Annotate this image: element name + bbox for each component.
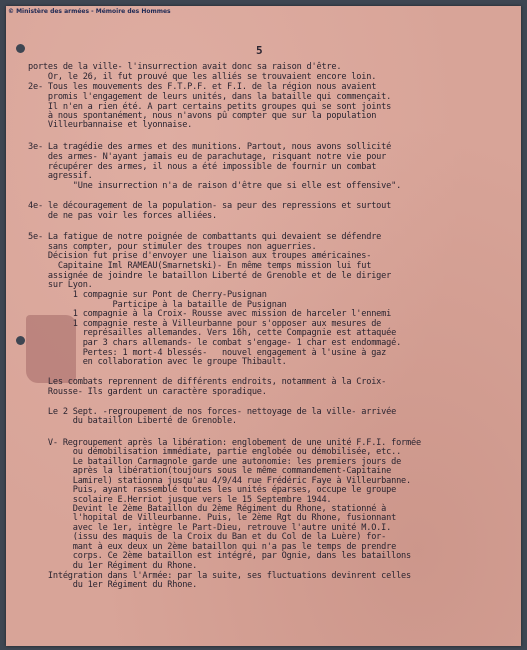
text-line: Le bataillon Carmagnole garde une autonomie: les premiers jours de xyxy=(28,457,402,467)
text-line: Villeurbannaise et lyonnaise. xyxy=(28,120,193,130)
text-line: scolaire E.Herriot jusque vers le 15 Septembre 1944. xyxy=(28,495,332,505)
text-line: récupérer des armes, il nous a été impossible de fournir un combat xyxy=(28,162,377,172)
text-line: 1 compagnie sur Pont de Cherry-Pusignan xyxy=(28,290,267,300)
text-line: sans compter, pour stimuler des troupes non aguerries. xyxy=(28,242,317,252)
text-line: portes de la ville- l'insurrection avait donc sa raison d'être. xyxy=(28,62,342,72)
text-line: corps. Ce 2ème bataillon est intégré, par Ognie, dans les bataillons xyxy=(28,551,411,561)
text-line: Le 2 Sept. -regroupement de nos forces- nettoyage de la ville- arrivée xyxy=(28,407,397,417)
text-line: Puis, ayant rassemblé toutes les unités éparses, occupe le groupe xyxy=(28,485,397,495)
text-line: Il n'en a rien été. A part certains petits groupes qui se sont joints xyxy=(28,102,392,112)
text-line: Décision fut prise d'envoyer une liaison aux troupes américaines- xyxy=(28,251,372,261)
text-line: Participe à la bataille de Pusignan xyxy=(28,300,287,310)
text-line: 1 compagnie à la Croix- Rousse avec mission de harceler l'ennemi xyxy=(28,309,392,319)
text-line: Rousse- Ils gardent un caractère sporadique. xyxy=(28,387,267,397)
text-line: 5e- La fatigue de notre poignée de combattants qui devaient se défendre xyxy=(28,232,382,242)
typewritten-text xyxy=(6,6,521,646)
text-line: mant à eux deux un 2ème bataillon qui n'a pas le temps de prendre xyxy=(28,542,397,552)
text-line: 1 compagnie reste à Villeurbanne pour s'opposer aux mesures de xyxy=(28,319,382,329)
text-line: agressif. xyxy=(28,171,93,181)
text-line: Intégration dans l'Armée: par la suite, ses fluctuations devinrent celles xyxy=(28,571,411,581)
text-line: de ne pas voir les forces alliées. xyxy=(28,211,218,221)
text-line: 4e- le découragement de la population- sa peur des repressions et surtout xyxy=(28,201,392,211)
text-line: des armes- N'ayant jamais eu de parachutage, risquant notre vie pour xyxy=(28,152,387,162)
text-line: sur Lyon. xyxy=(28,280,93,290)
text-line: en collaboration avec le groupe Thibault. xyxy=(28,357,287,367)
document-page xyxy=(6,6,521,646)
text-line: assignée de joindre le bataillon Liberté de Grenoble et de le diriger xyxy=(28,271,392,281)
text-line: Capitaine Iml RAMEAU(Smarnetski)- En même temps mission lui fut xyxy=(28,261,372,271)
text-line: à nous spontanément, nous n'avons pû compter que sur la population xyxy=(28,111,377,121)
text-line: avec le 1er, intègre le Part-Dieu, retrouve l'autre unité M.O.I. xyxy=(28,523,392,533)
text-line: après la libération(toujours sous le même commandement-Capitaine xyxy=(28,466,392,476)
text-line: Pertes: 1 mort-4 blessés- nouvel engagement à l'usine à gaz xyxy=(28,348,387,358)
text-line: 2e- Tous les mouvements des F.T.P.F. et F.I. de la région nous avaient xyxy=(28,82,377,92)
text-line: par 3 chars allemands- le combat s'engage- 1 char est endommagé. xyxy=(28,338,402,348)
text-line: du bataillon Liberté de Grenoble. xyxy=(28,416,237,426)
text-line: (issu des maquis de la Croix du Ban et du Col de la Luère) for- xyxy=(28,532,387,542)
text-line: 3e- La tragédie des armes et des munitions. Partout, nous avons sollicité xyxy=(28,142,392,152)
text-line: Lamirel) stationna jusqu'au 4/9/44 rue Frédéric Faye à Villeurbanne. xyxy=(28,476,411,486)
text-line: représailles allemandes. Vers 16h, cette Compagnie est attaquée xyxy=(28,328,397,338)
text-line: l'hopital de Villeurbanne. Puis, le 2ème Rgt du Rhone, fusionnant xyxy=(28,513,397,523)
text-line: Les combats reprennent de différents endroits, notamment à la Croix- xyxy=(28,377,387,387)
text-line: V- Regroupement après la libération: englobement de une unité F.F.I. formée xyxy=(28,438,421,448)
text-line: promis l'engagement de leurs unités, dans la bataille qui commençait. xyxy=(28,92,392,102)
text-line: du 1er Régiment du Rhone. xyxy=(28,561,198,571)
text-line: Or, le 26, il fut prouvé que les alliés se trouvaient encore loin. xyxy=(28,72,377,82)
text-line: du 1er Régiment du Rhone. xyxy=(28,580,198,590)
text-line: "Une insurrection n'a de raison d'être que si elle est offensive". xyxy=(28,181,402,191)
text-line: ou démobilisation immédiate, partie englobée ou démobilisée, etc.. xyxy=(28,447,402,457)
page-number: 5 xyxy=(256,44,263,57)
text-line: Devint le 2ème Bataillon du 2ème Régiment du Rhone, stationné à xyxy=(28,504,387,514)
archive-watermark: © Ministère des armées - Mémoire des Hommes xyxy=(8,8,171,15)
